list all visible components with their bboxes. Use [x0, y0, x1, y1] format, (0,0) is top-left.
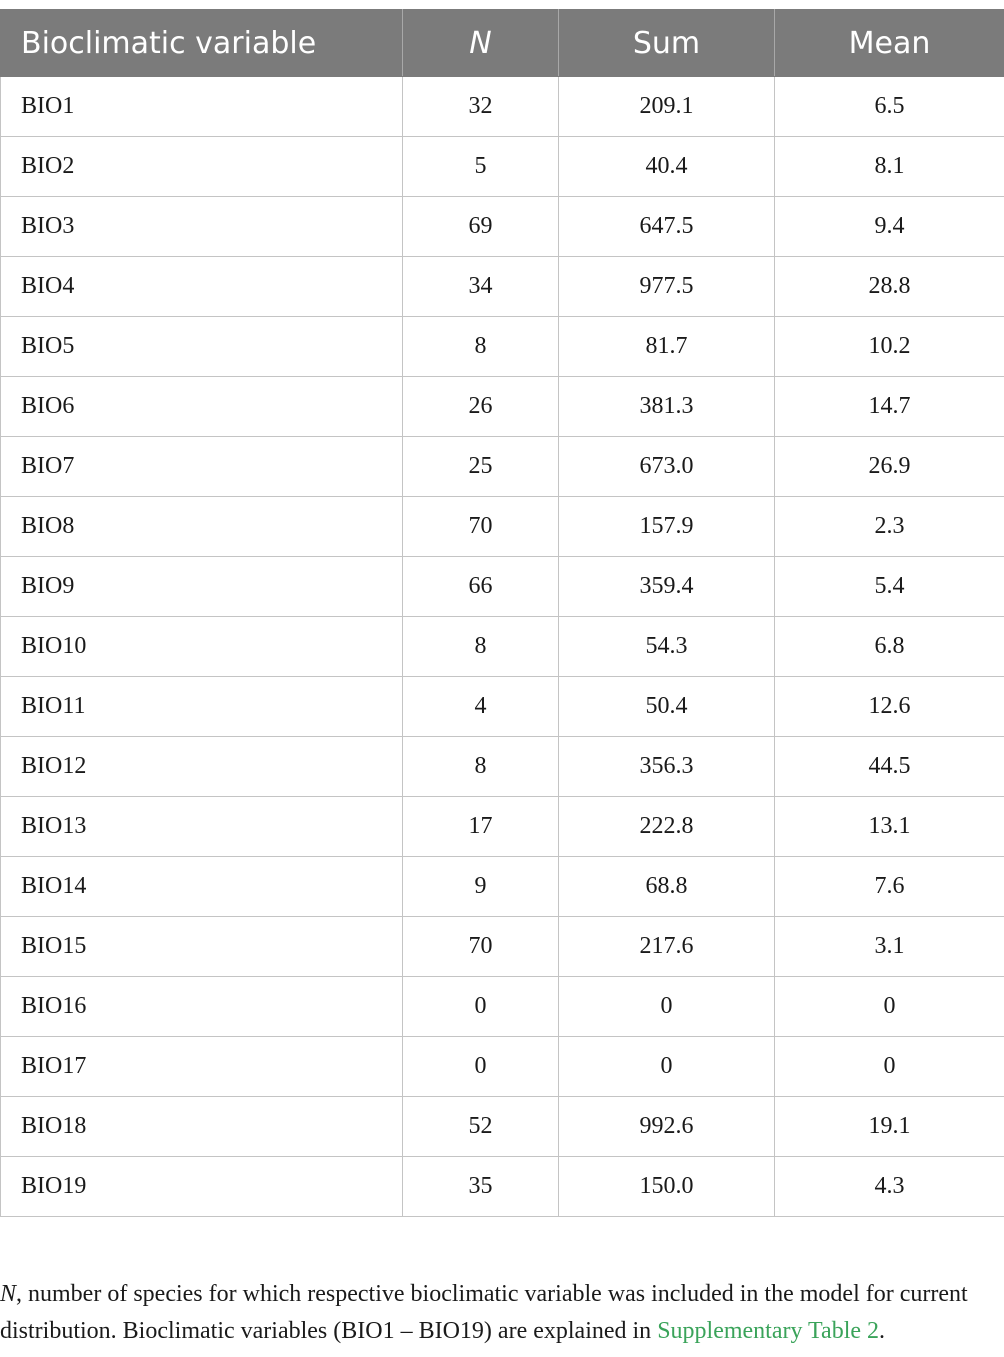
header-bioclimatic-variable: Bioclimatic variable [1, 10, 403, 77]
cell-sum: 81.7 [559, 317, 775, 377]
cell-sum: 977.5 [559, 257, 775, 317]
cell-variable: BIO10 [1, 617, 403, 677]
table-container [0, 9, 1004, 1217]
table-row [1, 497, 1004, 557]
cell-sum: 217.6 [559, 917, 775, 977]
cell-mean: 9.4 [775, 197, 1004, 257]
cell-sum: 0 [559, 1037, 775, 1097]
supplementary-table-link[interactable]: Supplementary Table 2 [657, 1318, 880, 1344]
table-row [1, 437, 1004, 497]
cell-n: 8 [403, 617, 559, 677]
header-sum: Sum [559, 10, 775, 77]
cell-variable: BIO6 [1, 377, 403, 437]
cell-variable: BIO13 [1, 797, 403, 857]
cell-sum: 68.8 [559, 857, 775, 917]
cell-mean: 10.2 [775, 317, 1004, 377]
cell-sum: 992.6 [559, 1097, 775, 1157]
cell-mean: 0 [775, 1037, 1004, 1097]
cell-sum: 359.4 [559, 557, 775, 617]
cell-mean: 26.9 [775, 437, 1004, 497]
cell-sum: 157.9 [559, 497, 775, 557]
header-mean: Mean [775, 10, 1004, 77]
table-row [1, 197, 1004, 257]
table-row [1, 677, 1004, 737]
cell-n: 5 [403, 137, 559, 197]
table-row [1, 797, 1004, 857]
cell-sum: 40.4 [559, 137, 775, 197]
cell-n: 66 [403, 557, 559, 617]
cell-mean: 28.8 [775, 257, 1004, 317]
cell-mean: 2.3 [775, 497, 1004, 557]
cell-variable: BIO8 [1, 497, 403, 557]
cell-n: 70 [403, 497, 559, 557]
cell-mean: 6.5 [775, 77, 1004, 137]
cell-variable: BIO4 [1, 257, 403, 317]
cell-variable: BIO3 [1, 197, 403, 257]
cell-mean: 13.1 [775, 797, 1004, 857]
table-row [1, 1157, 1004, 1217]
table-row [1, 137, 1004, 197]
cell-variable: BIO1 [1, 77, 403, 137]
cell-variable: BIO17 [1, 1037, 403, 1097]
cell-n: 35 [403, 1157, 559, 1217]
cell-mean: 5.4 [775, 557, 1004, 617]
cell-variable: BIO7 [1, 437, 403, 497]
cell-sum: 150.0 [559, 1157, 775, 1217]
header-n: N [403, 10, 559, 77]
cell-n: 17 [403, 797, 559, 857]
footnote-end: . [879, 1318, 886, 1344]
cell-variable: BIO16 [1, 977, 403, 1037]
cell-mean: 14.7 [775, 377, 1004, 437]
table-row [1, 737, 1004, 797]
table-row [1, 617, 1004, 677]
cell-mean: 3.1 [775, 917, 1004, 977]
table-header-row [1, 10, 1004, 77]
cell-n: 26 [403, 377, 559, 437]
cell-variable: BIO18 [1, 1097, 403, 1157]
table-row [1, 317, 1004, 377]
cell-sum: 673.0 [559, 437, 775, 497]
table-row [1, 377, 1004, 437]
cell-n: 0 [403, 977, 559, 1037]
cell-n: 8 [403, 737, 559, 797]
cell-n: 4 [403, 677, 559, 737]
cell-sum: 647.5 [559, 197, 775, 257]
footnote-abbreviation: N [0, 1281, 17, 1307]
cell-sum: 222.8 [559, 797, 775, 857]
cell-n: 52 [403, 1097, 559, 1157]
cell-sum: 381.3 [559, 377, 775, 437]
cell-sum: 50.4 [559, 677, 775, 737]
cell-mean: 4.3 [775, 1157, 1004, 1217]
table-row [1, 857, 1004, 917]
table-row [1, 977, 1004, 1037]
cell-variable: BIO19 [1, 1157, 403, 1217]
cell-mean: 0 [775, 977, 1004, 1037]
cell-variable: BIO2 [1, 137, 403, 197]
cell-mean: 8.1 [775, 137, 1004, 197]
cell-mean: 19.1 [775, 1097, 1004, 1157]
table-body [1, 77, 1004, 1217]
cell-variable: BIO5 [1, 317, 403, 377]
cell-variable: BIO11 [1, 677, 403, 737]
cell-n: 69 [403, 197, 559, 257]
cell-sum: 209.1 [559, 77, 775, 137]
cell-n: 25 [403, 437, 559, 497]
table-row [1, 257, 1004, 317]
cell-sum: 356.3 [559, 737, 775, 797]
table-row [1, 1037, 1004, 1097]
table-row [1, 1097, 1004, 1157]
cell-n: 32 [403, 77, 559, 137]
footnote-text: , number of species for which respective bioclimatic variable was included in the model for current distribution. Bioclimatic variables (BIO1 – BIO19) are explained in [0, 1281, 968, 1344]
cell-n: 70 [403, 917, 559, 977]
cell-mean: 7.6 [775, 857, 1004, 917]
cell-n: 8 [403, 317, 559, 377]
cell-sum: 0 [559, 977, 775, 1037]
bioclimatic-table [0, 9, 1004, 1217]
cell-n: 0 [403, 1037, 559, 1097]
cell-sum: 54.3 [559, 617, 775, 677]
table-row [1, 557, 1004, 617]
cell-mean: 6.8 [775, 617, 1004, 677]
cell-n: 34 [403, 257, 559, 317]
cell-variable: BIO15 [1, 917, 403, 977]
cell-variable: BIO9 [1, 557, 403, 617]
table-footnote [0, 1276, 1004, 1350]
cell-variable: BIO14 [1, 857, 403, 917]
table-row [1, 917, 1004, 977]
cell-variable: BIO12 [1, 737, 403, 797]
cell-mean: 12.6 [775, 677, 1004, 737]
table-row [1, 77, 1004, 137]
cell-mean: 44.5 [775, 737, 1004, 797]
cell-n: 9 [403, 857, 559, 917]
